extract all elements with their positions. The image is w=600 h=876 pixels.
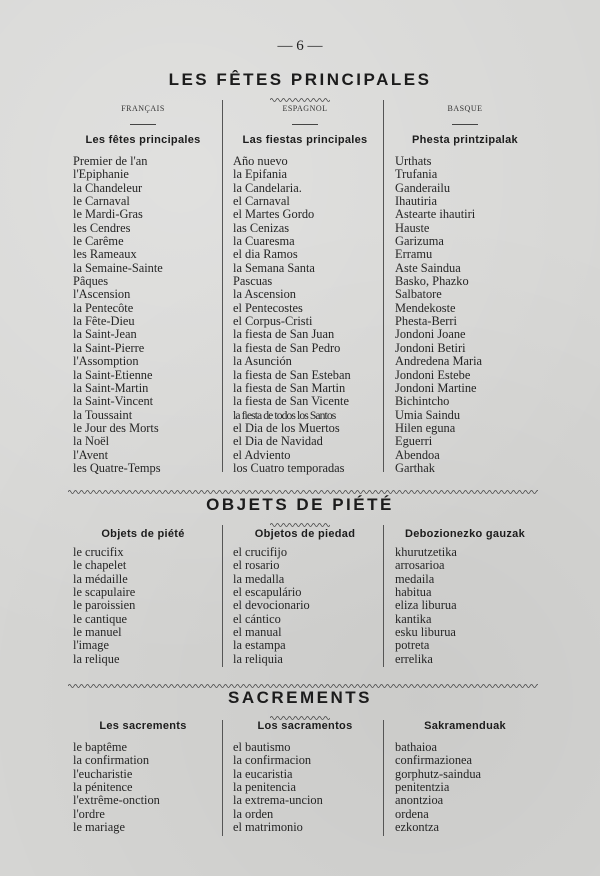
term: la Fête-Dieu (73, 314, 135, 329)
term: l'eucharistie (73, 766, 133, 781)
section-title: SACREMENTS (227, 688, 372, 707)
term: l'Assomption (73, 354, 139, 369)
term: la Semana Santa (233, 260, 315, 275)
term: ezkontza (395, 820, 440, 835)
term: l'image (73, 638, 109, 653)
term: le scapulaire (73, 585, 136, 600)
section-divider (68, 676, 538, 682)
term: Erramu (395, 247, 433, 262)
term: la Epifania (233, 167, 288, 182)
term: la fiesta de San Martin (233, 380, 346, 395)
term: le Carême (73, 234, 124, 249)
term: le crucifix (73, 545, 124, 559)
term: l'Epiphanie (73, 167, 129, 182)
term: Umia Saindu (395, 407, 461, 422)
column-header-basque: Sakramenduak (424, 720, 506, 732)
column-header-french: Les fêtes principales (85, 134, 201, 146)
term: la Saint-Jean (73, 327, 137, 342)
column-divider (383, 100, 384, 472)
term: el manual (233, 625, 282, 640)
term: la fiesta de San Pedro (233, 340, 341, 355)
term: Pascuas (233, 274, 273, 289)
page-number: — 6 — (277, 38, 323, 54)
term: Garthak (395, 460, 435, 475)
term: el matrimonio (233, 820, 303, 835)
term: kantika (395, 611, 432, 626)
term: l'Avent (73, 447, 109, 462)
term: la Chandeleur (73, 180, 143, 195)
language-rule (452, 124, 478, 125)
language-rule (130, 124, 156, 125)
column-divider (383, 720, 384, 836)
term: Hauste (395, 220, 430, 235)
term: les Quatre-Temps (73, 460, 161, 475)
term: penitentzia (395, 780, 450, 795)
column-header-french: Objets de piété (101, 528, 185, 540)
term: la Pentecôte (73, 300, 134, 315)
term: el Martes Gordo (233, 207, 315, 222)
term: le Jour des Morts (73, 420, 159, 435)
term: les Rameaux (73, 247, 137, 262)
term: Phesta-Berri (395, 314, 457, 329)
column-header-basque: Debozionezko gauzak (405, 528, 525, 540)
term: le manuel (73, 625, 122, 640)
term: el bautismo (233, 740, 291, 754)
term: Año nuevo (233, 154, 288, 168)
column-divider (383, 525, 384, 667)
term: la Saint-Pierre (73, 340, 145, 355)
term: Pâques (73, 274, 109, 289)
term: Bichintcho (395, 394, 450, 409)
term: la Saint-Etienne (73, 367, 153, 382)
column-divider (222, 525, 223, 667)
term: la Saint-Martin (73, 380, 149, 395)
term: el cántico (233, 611, 281, 626)
term: la Candelaria. (233, 180, 302, 195)
column-divider (222, 100, 223, 472)
language-label-spanish: ESPAGNOL (282, 104, 328, 113)
term: eliza liburua (395, 598, 457, 613)
term: el dia Ramos (233, 247, 298, 262)
term: la Noël (73, 434, 110, 449)
term: bathaioa (395, 740, 437, 754)
term: le Carnaval (73, 194, 130, 209)
term: Salbatore (395, 287, 442, 302)
term: Jondoni Estebe (395, 367, 471, 382)
column-basque (395, 546, 457, 666)
column-french (73, 741, 160, 834)
term: le baptême (73, 740, 128, 754)
term: le paroissien (73, 598, 136, 613)
term: medaila (395, 571, 435, 586)
term: la confirmation (73, 753, 150, 768)
term: l'Ascension (73, 287, 131, 302)
term: Premier de l'an (73, 154, 148, 168)
term: la fiesta de San Esteban (233, 367, 351, 382)
term: Mendekoste (395, 300, 456, 315)
term: Hilen eguna (395, 420, 456, 435)
term: la medalla (233, 571, 285, 586)
term: el Carnaval (233, 194, 290, 209)
term: gorphutz-saindua (395, 766, 482, 781)
term: el Dia de los Muertos (233, 420, 340, 435)
term: errelika (395, 651, 433, 666)
term: el Adviento (233, 447, 291, 462)
language-label-french: FRANÇAIS (121, 104, 165, 113)
term: Abendoa (395, 447, 440, 462)
term: la Saint-Vincent (73, 394, 154, 409)
column-spanish (233, 155, 351, 475)
term: la penitencia (233, 780, 296, 795)
term: Garizuma (395, 234, 444, 249)
term: Jondoni Martine (395, 380, 477, 395)
column-spanish (233, 741, 323, 834)
term: Jondoni Joane (395, 327, 466, 342)
term: el escapulário (233, 585, 302, 600)
column-header-spanish: Objetos de piedad (254, 528, 356, 540)
term: Andredena Maria (395, 354, 483, 369)
term: la estampa (233, 638, 286, 653)
term: el crucifijo (233, 545, 288, 559)
term: la confirmacion (233, 753, 312, 768)
section-title: LES FÊTES PRINCIPALES (168, 70, 432, 89)
title-ornament (270, 515, 330, 521)
term: arrosarioa (395, 558, 445, 573)
column-french (73, 546, 135, 666)
term: anontzioa (395, 793, 444, 808)
term: Trufania (395, 167, 438, 182)
term: Jondoni Betiri (395, 340, 466, 355)
term: el rosario (233, 558, 280, 573)
column-french (73, 155, 163, 475)
term: Basko, Phazko (395, 274, 469, 289)
term: Ihautiria (395, 194, 437, 209)
term: Ganderailu (395, 180, 451, 195)
term: potreta (395, 638, 430, 653)
term: l'extrême-onction (73, 793, 160, 808)
term: le mariage (73, 820, 125, 835)
term: le Mardi-Gras (73, 207, 143, 222)
column-spanish (233, 546, 310, 666)
term: la fiesta de todos los Santos (233, 408, 336, 422)
term: Astearte ihautiri (395, 207, 476, 222)
term: el devocionario (233, 598, 310, 613)
term: Urthats (395, 154, 432, 168)
term: Eguerri (395, 434, 433, 449)
term: la fiesta de San Juan (233, 327, 335, 342)
term: el Dia de Navidad (233, 434, 323, 449)
term: confirmazionea (395, 753, 473, 768)
term: le cantique (73, 611, 128, 626)
column-basque (395, 741, 481, 834)
column-header-spanish: Los sacramentos (257, 720, 353, 732)
column-divider (222, 720, 223, 836)
term: ordena (395, 806, 429, 821)
title-ornament (270, 90, 330, 96)
term: la reliquia (233, 651, 283, 666)
term: la fiesta de San Vicente (233, 394, 350, 409)
term: la orden (233, 806, 274, 821)
column-header-basque: Phesta printzipalak (412, 134, 518, 146)
term: les Cendres (73, 220, 131, 235)
term: la pénitence (73, 780, 133, 795)
term: el Corpus-Cristi (233, 314, 313, 329)
term: la médaille (73, 571, 128, 586)
column-header-spanish: Las fiestas principales (242, 134, 368, 146)
section-divider (68, 482, 538, 488)
term: esku liburua (395, 625, 456, 640)
section-title: OBJETS DE PIÉTÉ (206, 495, 394, 514)
term: habitua (395, 585, 432, 600)
term: la relique (73, 651, 120, 666)
term: el Pentecostes (233, 300, 303, 315)
term: khurutzetika (395, 545, 457, 559)
title-ornament (270, 708, 330, 714)
column-header-french: Les sacrements (99, 720, 187, 732)
term: la Semaine-Sainte (73, 260, 163, 275)
term: las Cenizas (233, 220, 290, 235)
language-label-basque: BASQUE (447, 104, 483, 113)
term: la Toussaint (73, 407, 133, 422)
column-basque (395, 155, 482, 475)
term: la extrema-uncion (233, 793, 323, 808)
language-rule (292, 124, 318, 125)
term: la Cuaresma (233, 234, 295, 249)
term: los Cuatro temporadas (233, 460, 345, 475)
term: la eucaristia (233, 766, 293, 781)
term: Aste Saindua (395, 260, 461, 275)
term: la Ascension (233, 287, 296, 302)
term: le chapelet (73, 558, 127, 573)
term: la Asunción (233, 354, 292, 369)
term: l'ordre (73, 806, 105, 821)
